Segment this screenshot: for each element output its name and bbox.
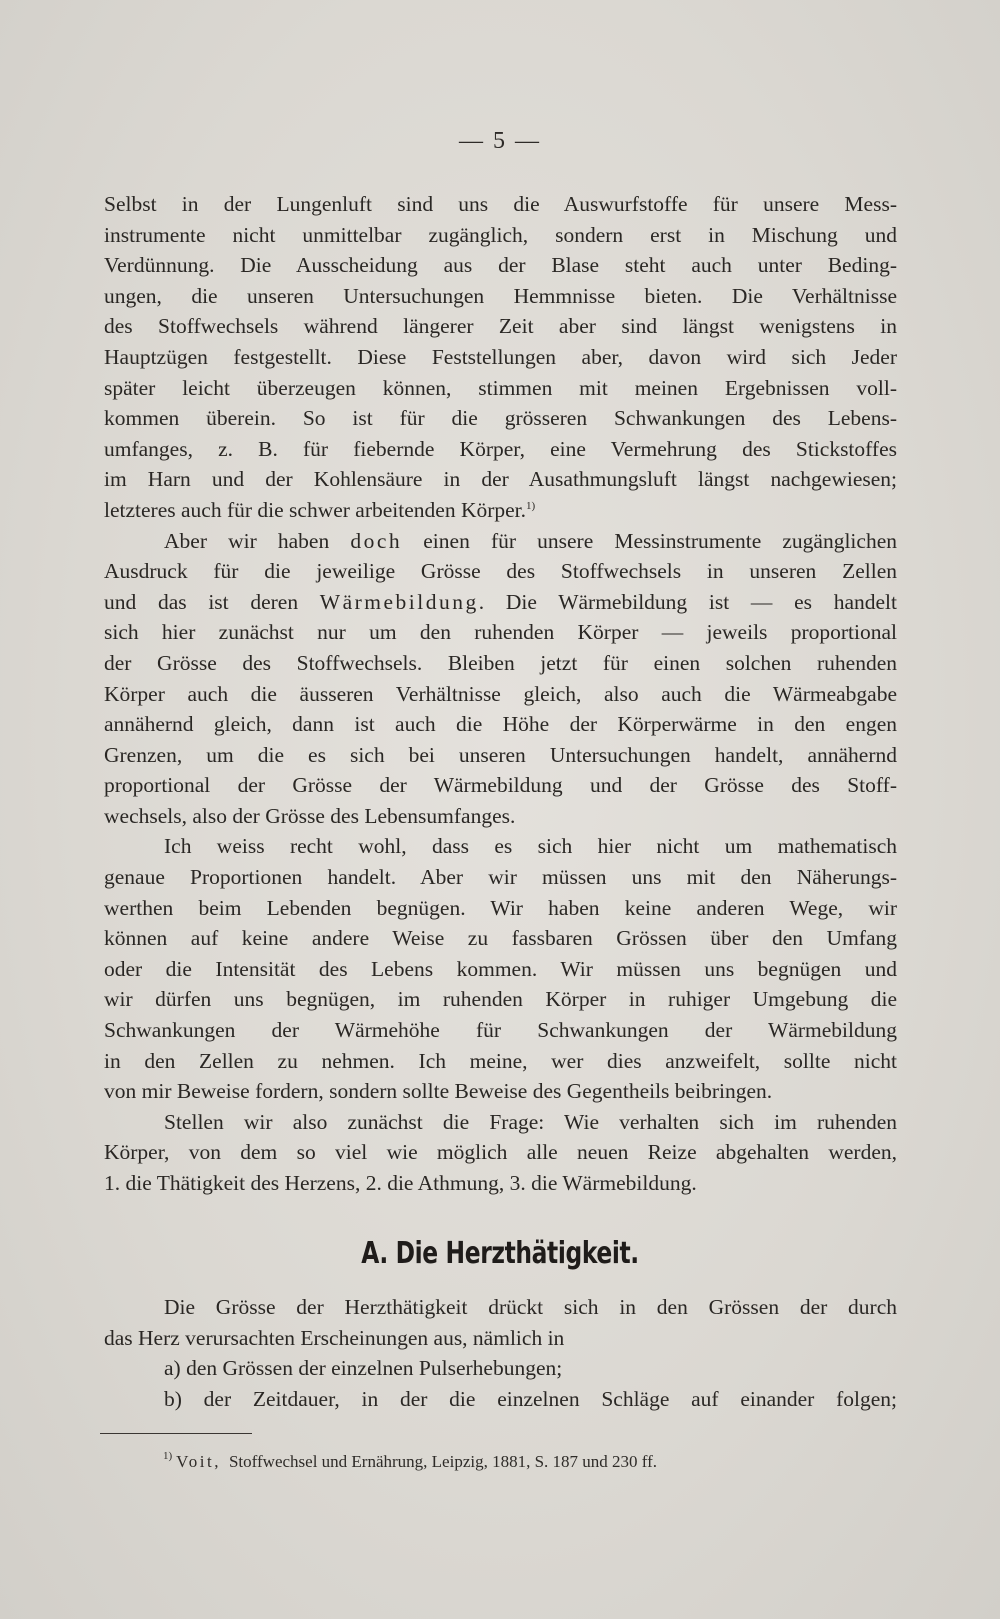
text-line: Körper auch die äusseren Verhältnisse gleich, also auch die Wärmeabgabe [104,681,897,706]
footnote-text: Stoffwechsel und Ernährung, Leipzig, 1881, S. 187 und 230 ff. [228,1452,658,1471]
text-line: von mir Beweise fordern, sondern sollte Beweise des Gegentheils beibringen. [104,1079,773,1104]
text-segment: einen für unsere Messinstrumente zugänglichen [402,528,897,553]
text-line: des Stoffwechsels während längerer Zeit aber sind längst wenigstens in [104,314,897,339]
text-segment: Aber wir haben [164,528,351,553]
text-line: Die Grösse der Herzthätigkeit drückt sich in den Grössen der durch [164,1295,897,1319]
text-line: im Harn und der Kohlensäure in der Ausathmungsluft längst nachgewiesen; [104,467,897,492]
text-line: proportional der Grösse der Wärmebildung und der Grösse des Stoff- [104,773,897,798]
footnote-marker: 1) [163,1450,173,1462]
text-line: wir dürfen uns begnügen, im ruhenden Körper in ruhiger Umgebung die [104,987,897,1012]
text-segment: . Die Wärmebildung ist — es handelt [478,589,897,614]
text-segment: und das ist deren [104,589,320,614]
page-number: — 5 — [459,128,541,154]
text-line: umfanges, z. B. für fiebernde Körper, eine Vermehrung des Stickstoffes [104,436,897,461]
text-line: später leicht überzeugen können, stimmen mit meinen Ergebnissen voll- [104,375,897,400]
text-line: Ausdruck für die jeweilige Grösse des Stoffwechsels in unseren Zellen [104,559,897,584]
text-line: in den Zellen zu nehmen. Ich meine, wer dies anzweifelt, sollte nicht [104,1048,897,1073]
text-line [104,526,897,557]
footnote-reference: 1) [526,499,536,512]
text-line: genaue Proportionen handelt. Aber wir müssen uns mit den Näherungs- [104,865,897,890]
text-line: Ich weiss recht wohl, dass es sich hier nicht um mathematisch [164,834,897,859]
text-line: Körper, von dem so viel wie möglich alle neuen Reize abgehalten werden, [104,1140,897,1165]
emphasized-word: Wärmebildung [319,589,479,614]
text-line: ungen, die unseren Untersuchungen Hemmnisse bieten. Die Verhältnisse [104,283,897,308]
footnote-divider [100,1433,252,1434]
text-line: annähernd gleich, dann ist auch die Höhe der Körperwärme in den engen [104,712,897,737]
text-line: das Herz verursachten Erscheinungen aus, nämlich in [104,1325,565,1350]
emphasized-word: doch [350,528,403,553]
text-line: Verdünnung. Die Ausscheidung aus der Blase steht auch unter Beding- [104,253,897,278]
body-text [104,189,897,1199]
text-line: sich hier zunächst nur um den ruhenden Körper — jeweils proportional [104,620,897,645]
text-line: der Grösse des Stoffwechsels. Bleiben jetzt für einen solchen ruhenden [104,650,897,675]
list-item: a) den Grössen der einzelnen Pulserhebungen; [164,1356,563,1381]
text-line: kommen überein. So ist für die grösseren Schwankungen des Lebens- [104,406,897,431]
text-line [104,587,897,618]
text-line: Grenzen, um die es sich bei unseren Untersuchungen handelt, annähernd [104,742,897,767]
footnote-author: Voit, [176,1452,221,1471]
text-line: Selbst in der Lungenluft sind uns die Auswurfstoffe für unsere Mess- [104,192,897,216]
section-heading: A. Die Herzthätigkeit. [361,1236,639,1271]
text-line: Stellen wir also zunächst die Frage: Wie verhalten sich im ruhenden [164,1109,897,1134]
text-line: Schwankungen der Wärmehöhe für Schwankungen der Wärmebildung [104,1018,897,1043]
section-body-text [104,1292,897,1414]
text-line: werthen beim Lebenden begnügen. Wir haben keine anderen Wege, wir [104,895,897,920]
text-line: 1. die Thätigkeit des Herzens, 2. die Athmung, 3. die Wärmebildung. [104,1171,697,1195]
text-line: wechsels, also der Grösse des Lebensumfanges. [104,803,516,828]
footnote [163,1452,657,1472]
list-item: b) der Zeitdauer, in der die einzelnen Schläge auf einander folgen; [164,1386,897,1411]
text-line: instrumente nicht unmittelbar zugänglich, sondern erst in Mischung und [104,222,897,247]
text-line: Hauptzügen festgestellt. Diese Feststellungen aber, davon wird sich Jeder [104,344,897,369]
text-segment: letzteres auch für die schwer arbeitenden Körper. [104,497,527,522]
text-line [104,495,897,526]
text-line: oder die Intensität des Lebens kommen. Wir müssen uns begnügen und [104,956,897,981]
text-line: können auf keine andere Weise zu fassbaren Grössen über den Umfang [104,926,897,951]
